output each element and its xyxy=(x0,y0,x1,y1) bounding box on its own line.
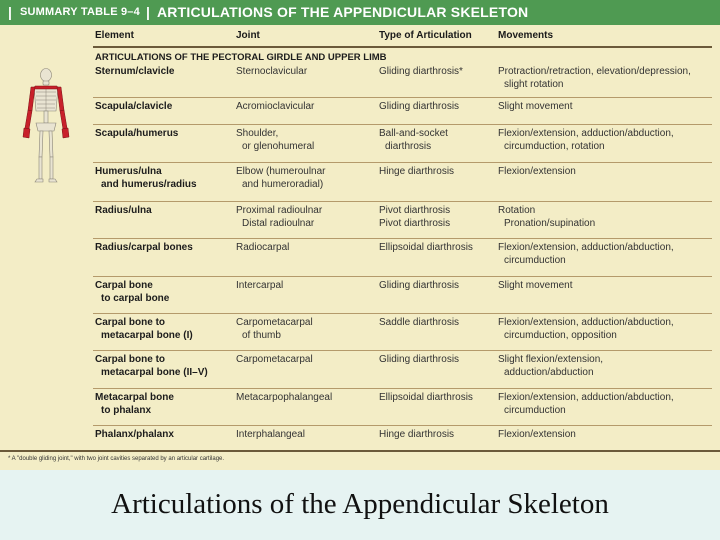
column-header-movements: Movements xyxy=(498,30,554,41)
cell-element xyxy=(95,317,235,342)
cell-line: circumduction, opposition xyxy=(504,329,617,341)
cell-line: Flexion/extension, adduction/abduction, xyxy=(498,128,674,139)
cell-line: Rotation xyxy=(498,205,536,216)
row-divider xyxy=(93,388,712,389)
table-title: ARTICULATIONS OF THE APPENDICULAR SKELETON xyxy=(157,4,529,20)
cell-element xyxy=(95,166,235,191)
cell-type xyxy=(379,280,497,293)
cell-movements xyxy=(498,317,716,342)
cell-line: Hinge diarthrosis xyxy=(379,429,455,440)
cell-line: of thumb xyxy=(242,329,281,341)
cell-line: Pronation/supination xyxy=(504,217,596,229)
cell-line: Protraction/retraction, elevation/depression, xyxy=(498,66,691,77)
cell-movements xyxy=(498,128,716,153)
cell-element xyxy=(95,66,235,79)
cell-line: circumduction xyxy=(504,254,566,266)
cell-line: Shoulder, xyxy=(236,128,279,139)
cell-line: Flexion/extension xyxy=(498,166,576,177)
cell-line: circumduction, rotation xyxy=(504,140,605,152)
cell-line: Metacarpal bone xyxy=(95,392,174,403)
cell-line: Saddle diarthrosis xyxy=(379,317,460,328)
cell-type xyxy=(379,166,497,179)
cell-line: Carpal bone to xyxy=(95,317,166,328)
cell-line: Radius/ulna xyxy=(95,205,152,216)
cell-line: Flexion/extension, adduction/abduction, xyxy=(498,392,674,403)
cell-element xyxy=(95,128,235,141)
cell-element xyxy=(95,242,235,255)
cell-line: Ellipsoidal diarthrosis xyxy=(379,392,473,403)
cell-element xyxy=(95,101,235,114)
cell-type xyxy=(379,205,497,230)
cell-line: Distal radioulnar xyxy=(242,217,315,229)
cell-joint xyxy=(236,101,376,114)
cell-joint xyxy=(236,166,376,191)
column-header-joint: Joint xyxy=(236,30,260,41)
cell-line: Pivot diarthrosis xyxy=(379,217,451,229)
cell-line: Ellipsoidal diarthrosis xyxy=(379,242,473,253)
cell-line: Slight movement xyxy=(498,280,573,291)
cell-line: Gliding diarthrosis* xyxy=(379,66,463,77)
header-divider: | xyxy=(8,4,12,20)
cell-line: or glenohumeral xyxy=(242,140,315,152)
slide-caption: Articulations of the Appendicular Skeleton xyxy=(111,488,609,520)
header-rule xyxy=(93,46,712,48)
skeleton-figure-icon xyxy=(10,65,80,185)
footnote: * A "double gliding joint," with two joint cavities separated by an articular cartilage. xyxy=(8,456,225,462)
cell-joint xyxy=(236,317,376,342)
cell-line: Carpometacarpal xyxy=(236,317,313,328)
cell-joint xyxy=(236,354,376,367)
cell-line: metacarpal bone (II–V) xyxy=(101,366,208,378)
row-divider xyxy=(93,97,712,98)
cell-line: metacarpal bone (I) xyxy=(101,329,193,341)
cell-line: Scapula/clavicle xyxy=(95,101,173,112)
cell-line: Sternum/clavicle xyxy=(95,66,175,77)
cell-type xyxy=(379,66,497,79)
cell-line: Gliding diarthrosis xyxy=(379,101,460,112)
row-divider xyxy=(93,238,712,239)
table-bottom-rule xyxy=(0,450,720,452)
header-divider: | xyxy=(146,4,150,20)
summary-table-label: SUMMARY TABLE 9–4 xyxy=(20,6,140,18)
summary-table xyxy=(0,25,720,470)
cell-type xyxy=(379,392,497,405)
row-divider xyxy=(93,425,712,426)
cell-movements xyxy=(498,392,716,417)
cell-line: Humerus/ulna xyxy=(95,166,162,177)
column-header-type: Type of Articulation xyxy=(379,30,472,41)
cell-line: Hinge diarthrosis xyxy=(379,166,455,177)
row-divider xyxy=(93,276,712,277)
cell-element xyxy=(95,280,235,305)
row-divider xyxy=(93,313,712,314)
cell-type xyxy=(379,128,497,153)
cell-line: slight rotation xyxy=(504,78,564,90)
cell-line: Sternoclavicular xyxy=(236,66,308,77)
cell-joint xyxy=(236,392,376,405)
cell-line: Ball-and-socket xyxy=(379,128,448,139)
cell-line: Flexion/extension, adduction/abduction, xyxy=(498,317,674,328)
cell-movements xyxy=(498,429,716,442)
cell-line: Scapula/humerus xyxy=(95,128,179,139)
cell-line: Slight movement xyxy=(498,101,573,112)
cell-line: Carpometacarpal xyxy=(236,354,313,365)
cell-line: diarthrosis xyxy=(385,140,432,152)
cell-joint xyxy=(236,280,376,293)
cell-type xyxy=(379,317,497,330)
cell-movements xyxy=(498,66,716,91)
cell-line: Carpal bone to xyxy=(95,354,166,365)
cell-line: Radius/carpal bones xyxy=(95,242,193,253)
cell-type xyxy=(379,101,497,114)
cell-line: circumduction xyxy=(504,404,566,416)
cell-line: Metacarpophalangeal xyxy=(236,392,333,403)
cell-joint xyxy=(236,429,376,442)
cell-type xyxy=(379,429,497,442)
cell-movements xyxy=(498,205,716,230)
cell-line: Gliding diarthrosis xyxy=(379,280,460,291)
cell-line: Proximal radioulnar xyxy=(236,205,323,216)
cell-line: Pivot diarthrosis xyxy=(379,205,451,216)
row-divider xyxy=(93,162,712,163)
cell-line: Flexion/extension, adduction/abduction, xyxy=(498,242,674,253)
cell-line: Slight flexion/extension, xyxy=(498,354,604,365)
row-divider xyxy=(93,201,712,202)
cell-type xyxy=(379,354,497,367)
row-divider xyxy=(93,124,712,125)
cell-joint xyxy=(236,128,376,153)
table-header-bar xyxy=(0,0,720,25)
cell-line: Flexion/extension xyxy=(498,429,576,440)
cell-movements xyxy=(498,242,716,267)
cell-line: adduction/abduction xyxy=(504,366,594,378)
cell-movements xyxy=(498,280,716,293)
cell-element xyxy=(95,205,235,218)
column-header-element: Element xyxy=(95,30,134,41)
column-header-row xyxy=(0,25,720,45)
cell-line: Phalanx/phalanx xyxy=(95,429,174,440)
cell-type xyxy=(379,242,497,255)
cell-line: Interphalangeal xyxy=(236,429,305,440)
row-divider xyxy=(93,350,712,351)
cell-line: and humeroradial) xyxy=(242,178,324,190)
cell-line: Elbow (humeroulnar xyxy=(236,166,326,177)
cell-line: to carpal bone xyxy=(101,292,170,304)
cell-element xyxy=(95,354,235,379)
cell-line: Carpal bone xyxy=(95,280,153,291)
cell-element xyxy=(95,392,235,417)
cell-movements xyxy=(498,354,716,379)
cell-line: Intercarpal xyxy=(236,280,284,291)
cell-joint xyxy=(236,66,376,79)
cell-joint xyxy=(236,205,376,230)
cell-line: and humerus/radius xyxy=(101,178,197,190)
cell-element xyxy=(95,429,235,442)
section-heading: ARTICULATIONS OF THE PECTORAL GIRDLE AND UPPER LIMB xyxy=(95,52,387,63)
cell-movements xyxy=(498,166,716,179)
cell-line: Radiocarpal xyxy=(236,242,290,253)
cell-line: Acromioclavicular xyxy=(236,101,315,112)
cell-joint xyxy=(236,242,376,255)
cell-line: to phalanx xyxy=(101,404,152,416)
cell-line: Gliding diarthrosis xyxy=(379,354,460,365)
cell-movements xyxy=(498,101,716,114)
